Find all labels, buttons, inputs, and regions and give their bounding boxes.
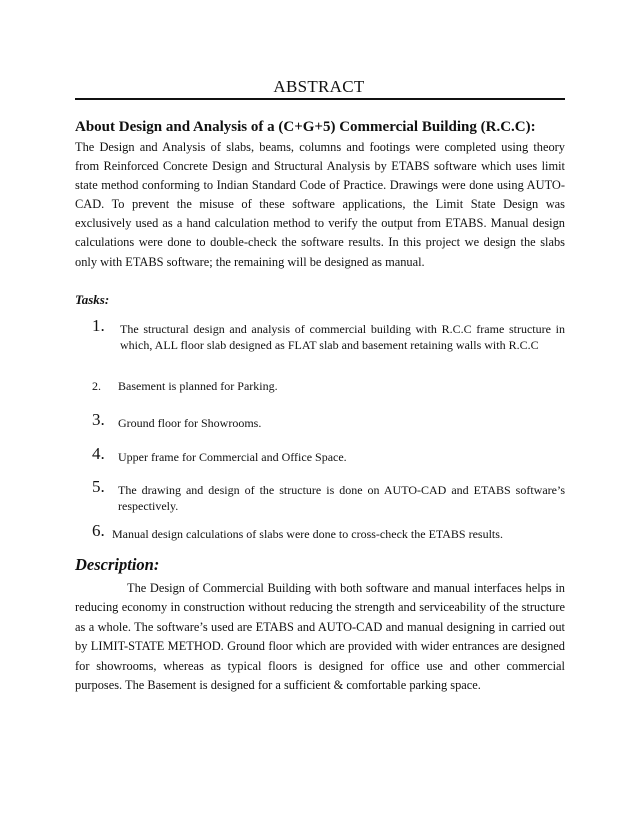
task-number: 5. [92, 477, 105, 496]
task-text: Ground floor for Showrooms. [118, 416, 262, 430]
task-number: 4. [92, 444, 105, 463]
task-text: The structural design and analysis of commercial building with R.C.C frame structure in which, ALL floor slab designed as FLAT slab and basement retaining walls with R.C.C [120, 322, 565, 352]
task-text: The drawing and design of the structure is done on AUTO-CAD and ETABS software’s respectively. [118, 483, 565, 513]
tasks-heading: Tasks: [75, 292, 110, 307]
task-number: 3. [92, 410, 105, 429]
abstract-paragraph: The Design and Analysis of slabs, beams, columns and footings were completed using theory from Reinforced Concrete Design and Structural Analysis by ETABS software which uses limit state method conforming to Indian Standard Code of Practice. Drawings were done using AUTO-CAD. To prevent the misuse of these software applications, the Limit State Design was exclusively used as a hand calculation method to verify the output from ETABS. Manual design calculations were done to double-check the software results. In this project we design the slabs only with ETABS software; the remaining will be designed as manual. [75, 140, 565, 269]
abstract-heading: ABSTRACT [273, 77, 365, 96]
task-number: 2. [92, 379, 101, 393]
heading-rule [75, 98, 565, 100]
description-heading: Description: [75, 555, 160, 574]
task-text: Manual design calculations of slabs were done to cross-check the ETABS results. [112, 527, 503, 541]
task-number: 6. [92, 521, 105, 540]
task-text: Upper frame for Commercial and Office Space. [118, 450, 347, 464]
description-paragraph: The Design of Commercial Building with both software and manual interfaces helps in reducing economy in construction without reducing the strength and serviceability of the structure as a whole. The software’s used are ETABS and AUTO-CAD and manual designing in carried out by LIMIT-STATE METHOD. Ground floor which are provided with wider entrances are designed for showrooms, whereas as typical floors is designed for office use and other commercial purposes. The Basement is designed for a sufficient & comfortable parking space. [75, 581, 565, 693]
task-text: Basement is planned for Parking. [118, 379, 278, 393]
task-number: 1. [92, 316, 105, 335]
project-subject-heading: About Design and Analysis of a (C+G+5) Commercial Building (R.C.C): [75, 119, 536, 135]
